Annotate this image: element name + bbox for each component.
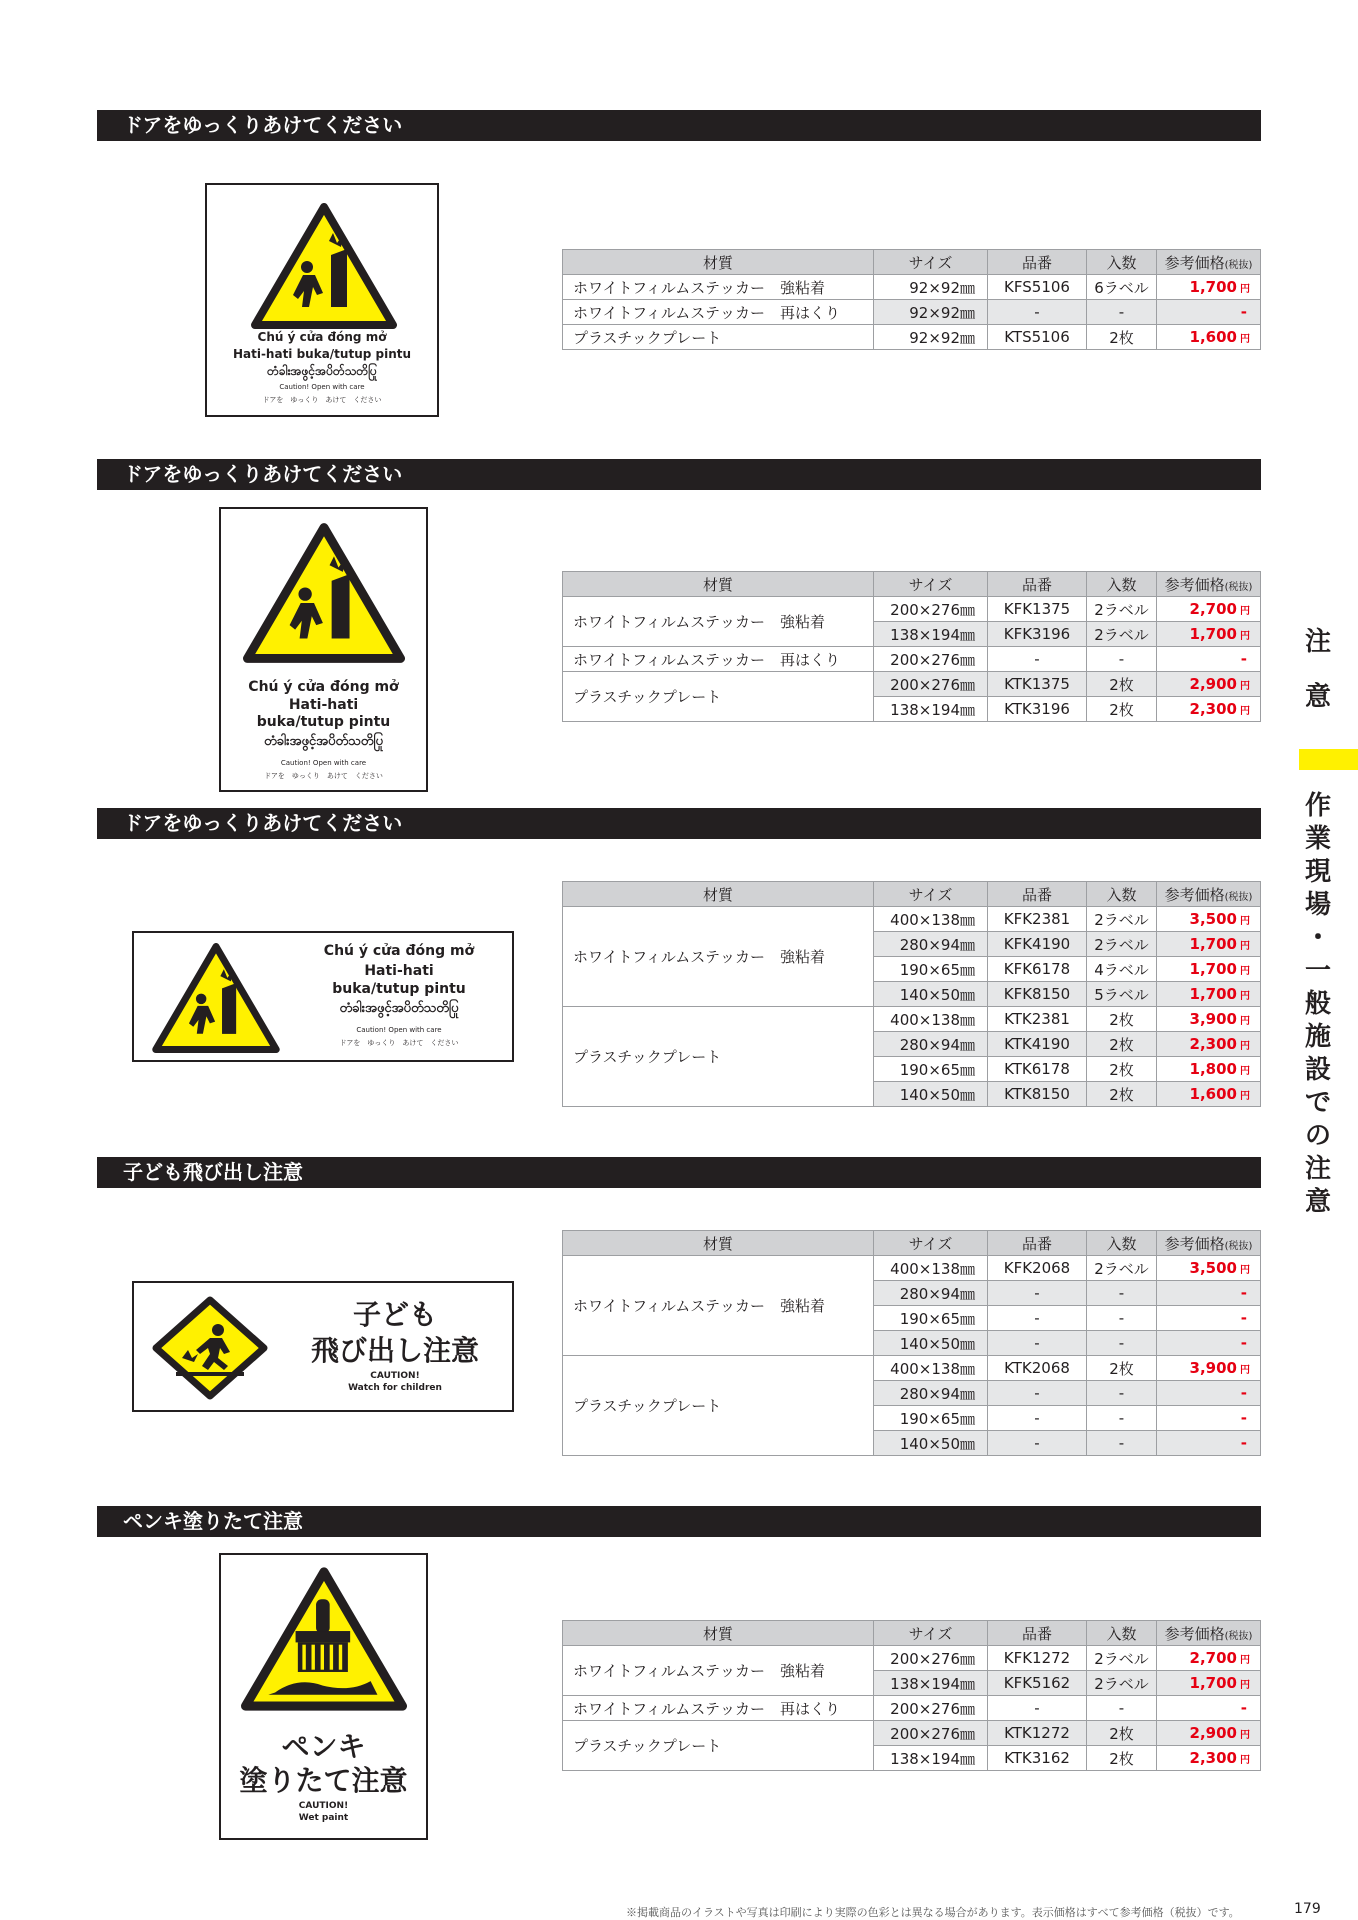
side-tab-char: 設	[1304, 1055, 1331, 1085]
sign-text-ja: ドアを ゆっくり あけて ください	[262, 396, 382, 404]
cell-code: KTK2068	[988, 1356, 1087, 1381]
header-code: 品番	[988, 882, 1087, 907]
cell-price: 1,800 円	[1157, 1057, 1261, 1082]
sign-image	[132, 931, 514, 1062]
side-tab-char: 施	[1304, 1022, 1331, 1052]
sign-text-en-1: CAUTION!	[370, 1371, 420, 1381]
cell-price: 1,700 円	[1157, 932, 1261, 957]
cell-size: 400×138㎜	[874, 1356, 988, 1381]
cell-code: KFK6178	[988, 957, 1087, 982]
header-size: サイズ	[874, 1621, 988, 1646]
cell-size: 190×65㎜	[874, 1057, 988, 1082]
cell-qty: 2ラベル	[1087, 1671, 1157, 1696]
footnote: ※掲載商品のイラストや写真は印刷により実際の色彩とは異なる場合があります。表示価格はすべて参考価格（税抜）です。	[626, 1906, 1240, 1919]
sign-text-id-2: buka/tutup pintu	[256, 714, 391, 730]
table-header-row	[563, 882, 1261, 907]
section-title: ペンキ塗りたて注意	[97, 1506, 1261, 1537]
cell-price: -	[1157, 1696, 1261, 1721]
cell-price: -	[1157, 1331, 1261, 1356]
cell-price: 2,300 円	[1157, 1032, 1261, 1057]
cell-size: 200×276㎜	[874, 647, 988, 672]
sign-text-vi: Chú ý cửa đóng mở	[257, 330, 387, 344]
cell-material: ホワイトフィルムステッカー 強粘着	[563, 1646, 874, 1696]
sign-text-ja-2: 飛び出し注意	[310, 1334, 479, 1367]
cell-price: 1,700 円	[1157, 957, 1261, 982]
cell-code: -	[988, 1331, 1087, 1356]
cell-code: -	[988, 1406, 1087, 1431]
cell-qty: -	[1087, 300, 1157, 325]
cell-code: -	[988, 1431, 1087, 1456]
header-price: 参考価格(税抜)	[1157, 572, 1261, 597]
cell-price: 3,500 円	[1157, 907, 1261, 932]
cell-size: 190×65㎜	[874, 1406, 988, 1431]
cell-qty: 2ラベル	[1087, 597, 1157, 622]
cell-size: 140×50㎜	[874, 1082, 988, 1107]
header-qty: 入数	[1087, 572, 1157, 597]
sign-text-en-2: Wet paint	[298, 1813, 349, 1823]
cell-price: 1,600 円	[1157, 325, 1261, 350]
cell-code: KFK2068	[988, 1256, 1087, 1281]
sign-text-ja-2: 塗りたて注意	[239, 1764, 408, 1797]
sign-image	[205, 183, 439, 417]
cell-material: ホワイトフィルムステッカー 強粘着	[563, 597, 874, 647]
cell-price: 2,300 円	[1157, 1746, 1261, 1771]
cell-qty: 2枚	[1087, 1746, 1157, 1771]
sign-text-my: တံခါးအဖွင့်အပိတ်သတိပြု	[267, 364, 377, 378]
sign-text-en: Caution! Open with care	[280, 759, 367, 767]
cell-size: 190×65㎜	[874, 957, 988, 982]
cell-code: -	[988, 1306, 1087, 1331]
cell-code: -	[988, 647, 1087, 672]
table-row	[563, 1256, 1261, 1281]
sign-text-my: တံခါးအဖွင့်အပိတ်သတိပြု	[264, 734, 383, 749]
cell-code: KTK1272	[988, 1721, 1087, 1746]
section-title: ドアをゆっくりあけてください	[97, 459, 1261, 490]
cell-price: 1,700 円	[1157, 982, 1261, 1007]
table-row	[563, 300, 1261, 325]
table-row	[563, 1007, 1261, 1032]
header-code: 品番	[988, 572, 1087, 597]
cell-price: -	[1157, 1406, 1261, 1431]
cell-qty: 2枚	[1087, 672, 1157, 697]
cell-qty: 2枚	[1087, 1057, 1157, 1082]
header-price: 参考価格(税抜)	[1157, 882, 1261, 907]
cell-price: 2,700 円	[1157, 1646, 1261, 1671]
side-tab-subcategory	[1298, 790, 1338, 1219]
cell-size: 190×65㎜	[874, 1306, 988, 1331]
table-row	[563, 1356, 1261, 1381]
cell-qty: 2枚	[1087, 325, 1157, 350]
header-size: サイズ	[874, 882, 988, 907]
sign-text-ja: ドアを ゆっくり あけて ください	[339, 1039, 459, 1047]
door-warning-icon	[152, 943, 280, 1053]
cell-qty: -	[1087, 1381, 1157, 1406]
table-row	[563, 1721, 1261, 1746]
cell-price: 3,900 円	[1157, 1007, 1261, 1032]
cell-qty: 5ラベル	[1087, 982, 1157, 1007]
cell-qty: -	[1087, 1431, 1157, 1456]
table-header-row	[563, 572, 1261, 597]
cell-qty: 2ラベル	[1087, 932, 1157, 957]
cell-code: -	[988, 300, 1087, 325]
side-tab-marker	[1299, 749, 1358, 770]
spec-table	[562, 881, 1261, 1107]
cell-size: 140×50㎜	[874, 1431, 988, 1456]
cell-price: -	[1157, 647, 1261, 672]
cell-qty: -	[1087, 1696, 1157, 1721]
header-code: 品番	[988, 1231, 1087, 1256]
section-title: 子ども飛び出し注意	[97, 1157, 1261, 1188]
cell-size: 280×94㎜	[874, 932, 988, 957]
cell-size: 140×50㎜	[874, 982, 988, 1007]
cell-size: 200×276㎜	[874, 1721, 988, 1746]
cell-code: KFK3196	[988, 622, 1087, 647]
cell-material: ホワイトフィルムステッカー 再はくり	[563, 647, 874, 672]
cell-size: 138×194㎜	[874, 622, 988, 647]
header-qty: 入数	[1087, 1231, 1157, 1256]
cell-qty: 6ラベル	[1087, 275, 1157, 300]
cell-code: KTK1375	[988, 672, 1087, 697]
cell-code: -	[988, 1696, 1087, 1721]
cell-qty: 2ラベル	[1087, 1646, 1157, 1671]
header-size: サイズ	[874, 250, 988, 275]
cell-material: プラスチックプレート	[563, 325, 874, 350]
cell-price: 2,700 円	[1157, 597, 1261, 622]
cell-size: 400×138㎜	[874, 1256, 988, 1281]
cell-size: 138×194㎜	[874, 697, 988, 722]
side-tab-char: 業	[1304, 824, 1331, 854]
cell-code: KTK3162	[988, 1746, 1087, 1771]
sign-text-id-2: buka/tutup pintu	[332, 981, 466, 997]
paint-brush-warning-icon	[241, 1567, 407, 1711]
side-tab-char: ・	[1304, 923, 1331, 953]
sign-text-ja-1: ペンキ	[281, 1730, 366, 1763]
cell-size: 200×276㎜	[874, 1646, 988, 1671]
cell-code: KTK3196	[988, 697, 1087, 722]
cell-code: KTK6178	[988, 1057, 1087, 1082]
cell-qty: 2枚	[1087, 1721, 1157, 1746]
cell-size: 140×50㎜	[874, 1331, 988, 1356]
cell-qty: 2枚	[1087, 697, 1157, 722]
cell-qty: 2ラベル	[1087, 907, 1157, 932]
sign-text-vi: Chú ý cửa đóng mở	[323, 943, 475, 959]
cell-size: 92×92㎜	[874, 275, 988, 300]
cell-price: -	[1157, 1381, 1261, 1406]
header-material: 材質	[563, 1231, 874, 1256]
sign-image	[132, 1281, 514, 1412]
sign-text-id-1: Hati-hati	[364, 963, 434, 979]
header-code: 品番	[988, 1621, 1087, 1646]
cell-size: 200×276㎜	[874, 672, 988, 697]
cell-size: 200×276㎜	[874, 597, 988, 622]
cell-size: 92×92㎜	[874, 300, 988, 325]
cell-qty: 2枚	[1087, 1082, 1157, 1107]
cell-size: 280×94㎜	[874, 1032, 988, 1057]
cell-material: ホワイトフィルムステッカー 再はくり	[563, 1696, 874, 1721]
sign-image	[219, 1553, 428, 1840]
side-tab-char: 作	[1304, 791, 1331, 821]
table-row	[563, 325, 1261, 350]
sign-text-en: Caution! Open with care	[356, 1026, 442, 1034]
side-tab-char: 現	[1304, 857, 1331, 887]
side-tab-char: 注	[1304, 627, 1331, 657]
cell-code: KTK8150	[988, 1082, 1087, 1107]
door-warning-icon	[251, 203, 397, 329]
cell-price: 1,700 円	[1157, 622, 1261, 647]
cell-code: -	[988, 1281, 1087, 1306]
cell-size: 200×276㎜	[874, 1696, 988, 1721]
side-tab-char: 一	[1304, 956, 1331, 986]
cell-qty: -	[1087, 1331, 1157, 1356]
table-header-row	[563, 250, 1261, 275]
header-price: 参考価格(税抜)	[1157, 1621, 1261, 1646]
sign-text-ja-1: 子ども	[352, 1298, 437, 1331]
header-size: サイズ	[874, 1231, 988, 1256]
cell-price: 1,700 円	[1157, 275, 1261, 300]
cell-material: プラスチックプレート	[563, 1356, 874, 1456]
cell-material: プラスチックプレート	[563, 1007, 874, 1107]
cell-size: 280×94㎜	[874, 1381, 988, 1406]
sign-text-ja: ドアを ゆっくり あけて ください	[264, 772, 383, 780]
cell-price: 2,900 円	[1157, 672, 1261, 697]
cell-code: KFK8150	[988, 982, 1087, 1007]
running-child-icon	[152, 1296, 268, 1400]
cell-qty: -	[1087, 1306, 1157, 1331]
cell-qty: 2枚	[1087, 1356, 1157, 1381]
cell-qty: -	[1087, 1406, 1157, 1431]
header-size: サイズ	[874, 572, 988, 597]
sign-text-en-1: CAUTION!	[298, 1801, 349, 1811]
table-row	[563, 907, 1261, 932]
cell-code: KTK4190	[988, 1032, 1087, 1057]
cell-code: KFS5106	[988, 275, 1087, 300]
cell-material: ホワイトフィルムステッカー 強粘着	[563, 1256, 874, 1356]
spec-table	[562, 571, 1261, 722]
header-qty: 入数	[1087, 250, 1157, 275]
table-row	[563, 672, 1261, 697]
side-tab-char: 場	[1304, 890, 1331, 920]
cell-code: KTS5106	[988, 325, 1087, 350]
cell-qty: 2枚	[1087, 1007, 1157, 1032]
header-material: 材質	[563, 1621, 874, 1646]
table-row	[563, 597, 1261, 622]
header-qty: 入数	[1087, 1621, 1157, 1646]
cell-code: KFK5162	[988, 1671, 1087, 1696]
table-row	[563, 1646, 1261, 1671]
cell-size: 138×194㎜	[874, 1671, 988, 1696]
header-material: 材質	[563, 250, 874, 275]
spec-table	[562, 1230, 1261, 1456]
side-tab-char: 注	[1304, 1154, 1331, 1184]
side-tab-category	[1298, 626, 1338, 714]
cell-price: -	[1157, 1431, 1261, 1456]
cell-code: KFK4190	[988, 932, 1087, 957]
header-material: 材質	[563, 882, 874, 907]
cell-qty: 4ラベル	[1087, 957, 1157, 982]
cell-qty: 2ラベル	[1087, 622, 1157, 647]
cell-price: 1,600 円	[1157, 1082, 1261, 1107]
header-material: 材質	[563, 572, 874, 597]
cell-size: 400×138㎜	[874, 907, 988, 932]
cell-qty: 2枚	[1087, 1032, 1157, 1057]
header-price: 参考価格(税抜)	[1157, 250, 1261, 275]
door-warning-icon	[243, 523, 405, 663]
cell-code: KFK1272	[988, 1646, 1087, 1671]
sign-text-en: Caution! Open with care	[279, 383, 365, 391]
page-number: 179	[1294, 1901, 1321, 1917]
cell-qty: -	[1087, 1281, 1157, 1306]
section-title: ドアをゆっくりあけてください	[97, 808, 1261, 839]
side-tab-char: 意	[1304, 682, 1331, 712]
table-header-row	[563, 1231, 1261, 1256]
cell-size: 280×94㎜	[874, 1281, 988, 1306]
table-row	[563, 1696, 1261, 1721]
cell-price: 1,700 円	[1157, 1671, 1261, 1696]
cell-code: KFK1375	[988, 597, 1087, 622]
section-title: ドアをゆっくりあけてください	[97, 110, 1261, 141]
sign-image	[219, 507, 428, 792]
cell-material: ホワイトフィルムステッカー 再はくり	[563, 300, 874, 325]
cell-price: 2,300 円	[1157, 697, 1261, 722]
cell-code: -	[988, 1381, 1087, 1406]
spec-table	[562, 249, 1261, 350]
cell-size: 400×138㎜	[874, 1007, 988, 1032]
spec-table	[562, 1620, 1261, 1771]
side-tab-char: の	[1304, 1121, 1331, 1151]
sign-text-my: တံခါးအဖွင့်အပိတ်သတိပြု	[339, 1001, 459, 1016]
cell-size: 138×194㎜	[874, 1746, 988, 1771]
table-row	[563, 275, 1261, 300]
cell-material: ホワイトフィルムステッカー 強粘着	[563, 907, 874, 1007]
cell-qty: -	[1087, 647, 1157, 672]
cell-qty: 2ラベル	[1087, 1256, 1157, 1281]
sign-text-en-2: Watch for children	[348, 1383, 442, 1393]
cell-code: KFK2381	[988, 907, 1087, 932]
table-row	[563, 647, 1261, 672]
cell-price: 2,900 円	[1157, 1721, 1261, 1746]
cell-material: プラスチックプレート	[563, 1721, 874, 1771]
sign-text-id: Hati-hati buka/tutup pintu	[232, 347, 412, 361]
side-tab-char: 般	[1304, 989, 1331, 1019]
cell-material: ホワイトフィルムステッカー 強粘着	[563, 275, 874, 300]
table-header-row	[563, 1621, 1261, 1646]
cell-price: 3,900 円	[1157, 1356, 1261, 1381]
cell-code: KTK2381	[988, 1007, 1087, 1032]
side-tab-char: で	[1304, 1088, 1331, 1118]
header-code: 品番	[988, 250, 1087, 275]
header-qty: 入数	[1087, 882, 1157, 907]
sign-text-vi: Chú ý cửa đóng mở	[248, 679, 399, 695]
sign-text-id-1: Hati-hati	[288, 697, 359, 713]
cell-material: プラスチックプレート	[563, 672, 874, 722]
header-price: 参考価格(税抜)	[1157, 1231, 1261, 1256]
side-tab-char: 意	[1304, 1187, 1331, 1217]
cell-price: -	[1157, 1306, 1261, 1331]
cell-price: -	[1157, 300, 1261, 325]
cell-price: 3,500 円	[1157, 1256, 1261, 1281]
cell-price: -	[1157, 1281, 1261, 1306]
cell-size: 92×92㎜	[874, 325, 988, 350]
